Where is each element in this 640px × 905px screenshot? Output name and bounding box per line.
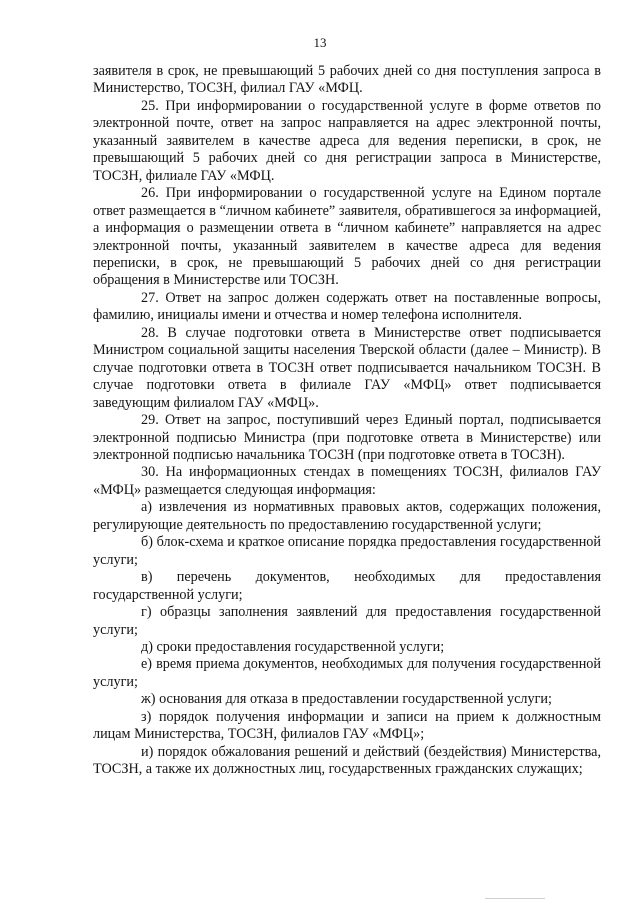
list-item-z: з) порядок получения информации и записи на прием к должностным лицам Министерства, ТОСЗН, филиалов ГАУ «МФЦ»;	[93, 708, 601, 743]
list-item-e: е) время приема документов, необходимых для получения государственной услуги;	[93, 656, 601, 690]
page-number: 13	[313, 35, 327, 50]
list-item-v: в) перечень документов, необходимых для предоставления государственной услуги;	[93, 569, 601, 603]
paragraph-28: 28. В случае подготовки ответа в Министерстве ответ подписывается Министром социальной защиты населения Тверской области (далее – Министр). В случае подготовки ответа в ТОСЗН ответ подписывается начальником ТОСЗН. В случае подготовки ответа в филиале ГАУ «МФЦ» ответ подписывается заведующим филиалом ГАУ «МФЦ».	[93, 324, 601, 411]
paragraph-29: 29. Ответ на запрос, поступивший через Единый портал, подписывается электронной подписью Министра (при подготовке ответа в Министерстве) или электронной подписью начальника ТОСЗН (при подготовке ответа в ТОСЗН).	[93, 412, 601, 463]
paragraph-25: 25. При информировании о государственной услуге в форме ответов по электронной почте, ответ на запрос направляется на адрес электронной почты, указанный заявителем в качестве адреса для ведения переписки, в срок, не превышающий 5 рабочих дней со дня регистрации запроса в Министерстве, ТОСЗН, филиале ГАУ «МФЦ.	[93, 97, 601, 184]
list-item-g: г) образцы заполнения заявлений для предоставления государственной услуги;	[93, 604, 601, 638]
list-item-a: а) извлечения из нормативных правовых актов, содержащих положения, регулирующие деятельность по предоставлению государственной услуги;	[93, 499, 601, 533]
list-item-d: д) сроки предоставления государственной услуги;	[141, 638, 445, 655]
paragraph-continuation: заявителя в срок, не превышающий 5 рабочих дней со дня поступления запроса в Министерство, ТОСЗН, филиал ГАУ «МФЦ.	[93, 63, 601, 97]
list-item-b: б) блок-схема и краткое описание порядка предоставления государственной услуги;	[93, 534, 601, 568]
paragraph-30: 30. На информационных стендах в помещениях ТОСЗН, филиалов ГАУ «МФЦ» размещается следующая информация:	[93, 464, 601, 498]
list-item-i: и) порядок обжалования решений и действий (бездействия) Министерства, ТОСЗН, а также их должностных лиц, государственных гражданских служащих;	[93, 743, 601, 778]
scan-artifact	[485, 898, 545, 899]
list-item-zh: ж) основания для отказа в предоставлении государственной услуги;	[141, 691, 552, 708]
paragraph-26: 26. При информировании о государственной услуге на Едином портале ответ размещается в “личном кабинете” заявителя, обратившегося за информацией, а информация о размещении ответа в “личном кабинете” направляется на адрес электронной почты, указанный заявителем в качестве адреса для ведения переписки, в срок, не превышающий 5 рабочих дней со дня регистрации обращения в Министерстве или ТОСЗН.	[93, 185, 601, 289]
document-body	[93, 63, 601, 779]
paragraph-27: 27. Ответ на запрос должен содержать ответ на поставленные вопросы, фамилию, инициалы имени и отчества и номер телефона исполнителя.	[93, 289, 601, 324]
